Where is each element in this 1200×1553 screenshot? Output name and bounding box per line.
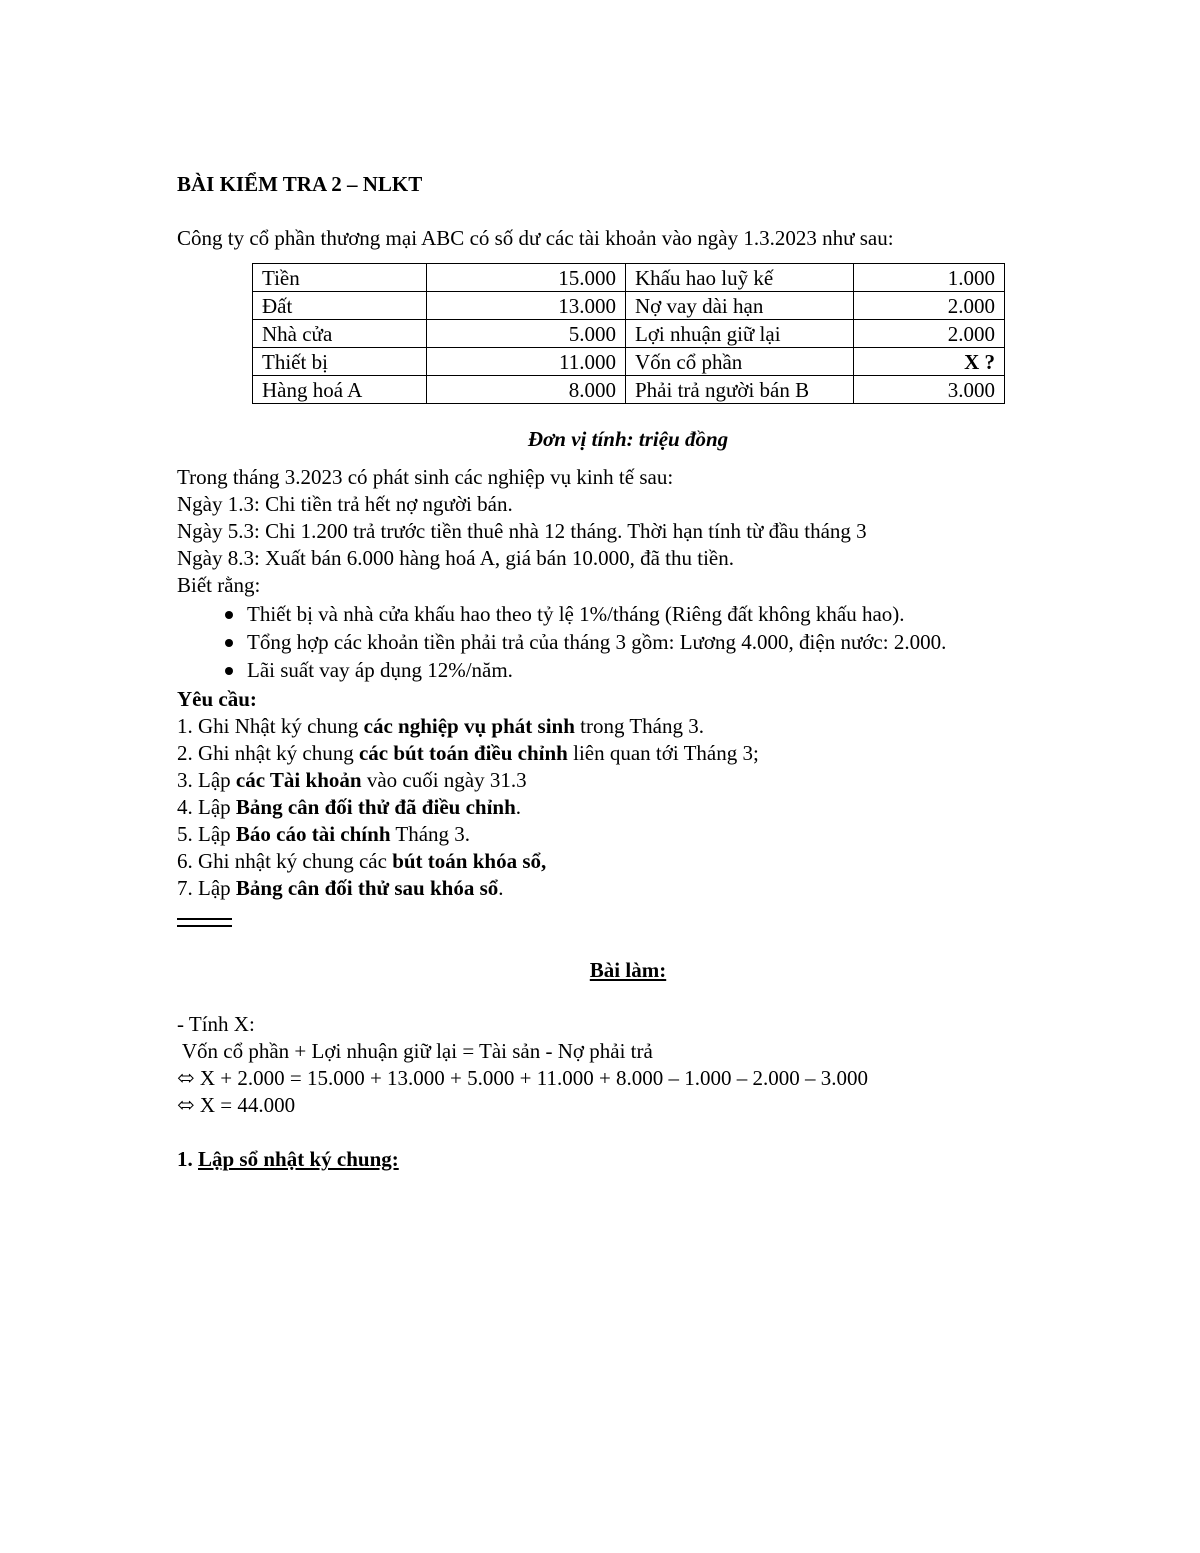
account-value: 2.000	[854, 320, 1005, 348]
unit-note: Đơn vị tính: triệu đồng	[527, 427, 729, 451]
account-value: 1.000	[854, 264, 1005, 292]
account-name: Thiết bị	[253, 348, 427, 376]
account-value: 15.000	[427, 264, 626, 292]
requirement-text: 7. Lập	[177, 876, 236, 900]
separator-line	[177, 918, 232, 920]
known-item: Lãi suất vay áp dụng 12%/năm.	[247, 658, 513, 682]
requirement-item	[177, 821, 470, 847]
bullet-icon	[225, 611, 233, 619]
account-value: 2.000	[854, 292, 1005, 320]
table-row	[253, 376, 1005, 404]
solution-title: Bài làm:	[589, 958, 667, 982]
requirement-text: .	[515, 795, 522, 819]
account-name: Nợ vay dài hạn	[626, 292, 854, 320]
known-item: Thiết bị và nhà cửa khấu hao theo tỷ lệ 1%/tháng (Riêng đất không khấu hao).	[247, 602, 905, 626]
account-value: 3.000	[854, 376, 1005, 404]
bullet-icon	[225, 667, 233, 675]
account-name: Vốn cổ phần	[626, 348, 854, 376]
account-name: Đất	[253, 292, 427, 320]
document-title: BÀI KIỂM TRA 2 – NLKT	[177, 172, 423, 196]
account-value: 13.000	[427, 292, 626, 320]
transaction-line: Ngày 1.3: Chi tiền trả hết nợ người bán.	[177, 492, 513, 516]
requirement-emphasis: Bảng cân đối thử đã điều chỉnh	[235, 795, 516, 819]
requirement-item	[177, 875, 504, 901]
transaction-line: Ngày 5.3: Chi 1.200 trả trước tiền thuê nhà 12 tháng. Thời hạn tính từ đầu tháng 3	[177, 519, 867, 543]
known-label: Biết rằng:	[177, 573, 261, 597]
requirement-text: trong Tháng 3.	[574, 714, 704, 738]
requirement-text: vào cuối ngày 31.3	[361, 768, 527, 792]
intro-text: Công ty cổ phần thương mại ABC có số dư các tài khoản vào ngày 1.3.2023 như sau:	[177, 226, 894, 250]
account-name: Lợi nhuận giữ lại	[626, 320, 854, 348]
requirement-item	[177, 848, 546, 874]
requirement-text: Tháng 3.	[390, 822, 471, 846]
account-value: 5.000	[427, 320, 626, 348]
table-row	[253, 348, 1005, 376]
account-name: Phải trả người bán B	[626, 376, 854, 404]
requirement-text: .	[498, 876, 504, 900]
requirement-item	[177, 740, 759, 766]
calc-line: Vốn cổ phần + Lợi nhuận giữ lại = Tài sản - Nợ phải trả	[177, 1039, 653, 1063]
opening-balance-table	[252, 263, 1005, 404]
requirement-emphasis: các Tài khoản	[235, 768, 362, 792]
requirement-text: 6. Ghi nhật ký chung các	[177, 849, 393, 873]
requirement-text: 2. Ghi nhật ký chung	[177, 741, 359, 765]
section-title: Lập sổ nhật ký chung:	[198, 1147, 399, 1171]
bullet-icon	[225, 639, 233, 647]
requirement-text: 1. Ghi Nhật ký chung	[177, 714, 364, 738]
requirement-emphasis: các bút toán điều chỉnh	[358, 741, 568, 765]
requirement-item	[177, 767, 527, 793]
calc-label: - Tính X:	[177, 1012, 255, 1036]
table-row	[253, 292, 1005, 320]
account-name: Tiền	[253, 264, 427, 292]
transactions-intro: Trong tháng 3.2023 có phát sinh các nghiệp vụ kinh tế sau:	[177, 465, 674, 489]
requirement-emphasis: Báo cáo tài chính	[235, 822, 391, 846]
account-name: Khấu hao luỹ kế	[626, 264, 854, 292]
requirement-item	[177, 713, 704, 739]
requirement-item	[177, 794, 521, 820]
account-value-unknown: X ?	[854, 348, 1005, 376]
account-value: 8.000	[427, 376, 626, 404]
transaction-line: Ngày 8.3: Xuất bán 6.000 hàng hoá A, giá bán 10.000, đã thu tiền.	[177, 546, 734, 570]
known-item: Tổng hợp các khoản tiền phải trả của tháng 3 gồm: Lương 4.000, điện nước: 2.000.	[247, 630, 947, 654]
calc-line: ⬄ X + 2.000 = 15.000 + 13.000 + 5.000 + 11.000 + 8.000 – 1.000 – 2.000 – 3.000	[177, 1066, 869, 1090]
section-number: 1.	[177, 1147, 198, 1171]
requirement-emphasis: bút toán khóa sổ,	[392, 849, 547, 873]
requirement-emphasis: Bảng cân đối thử sau khóa sổ	[235, 876, 499, 900]
account-value: 11.000	[427, 348, 626, 376]
calc-line: ⬄ X = 44.000	[177, 1093, 296, 1117]
requirement-text: 3. Lập	[177, 768, 236, 792]
requirement-text: liên quan tới Tháng 3;	[567, 741, 759, 765]
requirements-label: Yêu cầu:	[177, 687, 257, 711]
section-heading	[177, 1146, 399, 1172]
requirement-text: 5. Lập	[177, 822, 236, 846]
table-row	[253, 320, 1005, 348]
table-row	[253, 264, 1005, 292]
separator-line	[177, 925, 232, 927]
requirement-emphasis: các nghiệp vụ phát sinh	[363, 714, 575, 738]
account-name: Hàng hoá A	[253, 376, 427, 404]
requirement-text: 4. Lập	[177, 795, 236, 819]
account-name: Nhà cửa	[253, 320, 427, 348]
